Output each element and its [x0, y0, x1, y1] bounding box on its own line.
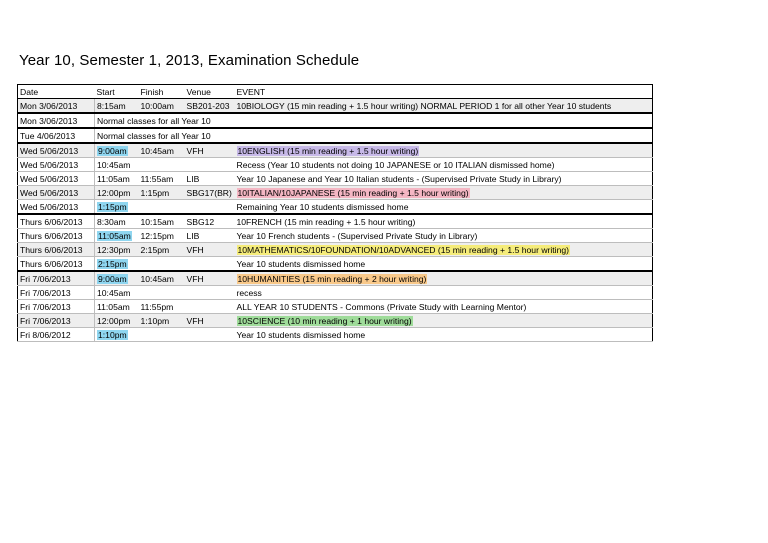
page-title: Year 10, Semester 1, 2013, Examination Schedule [19, 52, 360, 69]
cell-start-text: 12:00pm [97, 187, 131, 198]
cell-date [18, 243, 95, 257]
cell-start-text: 9:00am [98, 273, 127, 284]
cell-event [95, 128, 653, 143]
cell-finish-text: 1:15pm [140, 187, 170, 198]
cell-date [18, 113, 95, 128]
cell-finish-text: 2:15pm [140, 244, 170, 255]
cell-start [95, 229, 139, 243]
cell-venue [185, 257, 235, 272]
cell-date [18, 271, 95, 286]
cell-start [95, 186, 139, 200]
cell-start-text: 1:15pm [98, 201, 127, 212]
cell-finish [139, 186, 185, 200]
cell-date-text: Mon 3/06/2013 [20, 115, 78, 126]
cell-date [18, 200, 95, 215]
cell-event-text: 10SCIENCE (10 min reading + 1 hour writing) [237, 315, 412, 326]
cell-event [235, 314, 653, 328]
cell-date [18, 300, 95, 314]
cell-finish [139, 143, 185, 158]
cell-event [235, 158, 653, 172]
cell-date [18, 328, 95, 342]
cell-start-text: 8:30am [97, 216, 126, 227]
cell-event [235, 214, 653, 229]
cell-event-text: Normal classes for all Year 10 [97, 115, 211, 126]
cell-start-text: 8:15am [97, 100, 126, 111]
cell-finish [139, 300, 185, 314]
cell-event [235, 229, 653, 243]
header-event: EVENT [235, 85, 653, 99]
cell-venue [185, 286, 235, 300]
cell-finish-text: 11:55pm [140, 301, 174, 312]
cell-event [235, 300, 653, 314]
cell-event-text: Recess (Year 10 students not doing 10 JAPANESE or 10 ITALIAN dismissed home) [236, 159, 555, 170]
cell-venue [185, 200, 235, 215]
cell-venue [185, 99, 235, 114]
header-date: Date [18, 85, 95, 99]
table-row [18, 328, 653, 342]
cell-finish [139, 286, 185, 300]
cell-event-text: 10BIOLOGY (15 min reading + 1.5 hour writing) NORMAL PERIOD 1 for all other Year 10 students [236, 100, 612, 111]
cell-event [235, 271, 653, 286]
cell-start-text: 12:00pm [97, 315, 131, 326]
cell-venue-text: LIB [186, 230, 200, 241]
cell-venue [185, 271, 235, 286]
cell-venue-text: VFH [186, 315, 204, 326]
table-row [18, 99, 653, 114]
cell-finish-text: 10:00am [140, 100, 174, 111]
cell-date [18, 229, 95, 243]
table-row [18, 243, 653, 257]
cell-date-text: Thurs 6/06/2013 [20, 230, 83, 241]
cell-event [235, 143, 653, 158]
cell-event [235, 328, 653, 342]
table-row [18, 172, 653, 186]
cell-finish-text: 10:45am [140, 145, 174, 156]
cell-finish [139, 158, 185, 172]
table-row [18, 286, 653, 300]
cell-start-text: 9:00am [98, 145, 127, 156]
cell-date [18, 314, 95, 328]
cell-event-text: Normal classes for all Year 10 [97, 130, 211, 141]
cell-finish [139, 328, 185, 342]
cell-date-text: Wed 5/06/2013 [20, 159, 79, 170]
cell-date [18, 172, 95, 186]
cell-event [235, 99, 653, 114]
cell-event-text: Year 10 students dismissed home [236, 329, 366, 340]
cell-date-text: Wed 5/06/2013 [20, 145, 79, 156]
table-body [18, 99, 653, 342]
cell-start [95, 300, 139, 314]
cell-event [235, 243, 653, 257]
table-row [18, 113, 653, 128]
cell-date-text: Fri 7/06/2013 [20, 287, 71, 298]
exam-schedule-table [17, 84, 653, 342]
cell-event-text: Remaining Year 10 students dismissed home [236, 201, 409, 212]
cell-start-text: 10:45am [97, 159, 131, 170]
cell-event [235, 257, 653, 272]
cell-venue-text: SBG12 [186, 216, 215, 227]
cell-venue-text: VFH [186, 244, 204, 255]
cell-venue [185, 158, 235, 172]
table-row [18, 229, 653, 243]
cell-finish [139, 229, 185, 243]
cell-date [18, 186, 95, 200]
table-row [18, 214, 653, 229]
table-row [18, 271, 653, 286]
cell-start [95, 271, 139, 286]
table-header-row [18, 85, 653, 99]
cell-date-text: Fri 7/06/2013 [20, 315, 71, 326]
cell-start [95, 99, 139, 114]
cell-event-text: 10FRENCH (15 min reading + 1.5 hour writing) [236, 216, 416, 227]
cell-venue-text: SBG17(BR) [186, 187, 232, 198]
cell-finish [139, 271, 185, 286]
cell-finish [139, 243, 185, 257]
cell-venue-text: SB201-203 [186, 100, 230, 111]
table-row [18, 128, 653, 143]
cell-venue [185, 186, 235, 200]
cell-date-text: Fri 8/06/2012 [20, 329, 71, 340]
cell-date [18, 286, 95, 300]
cell-date [18, 158, 95, 172]
header-venue: Venue [185, 85, 235, 99]
cell-date [18, 99, 95, 114]
cell-event-text: Year 10 French students - (Supervised Private Study in Library) [236, 230, 478, 241]
cell-date-text: Wed 5/06/2013 [20, 173, 79, 184]
cell-venue-text: LIB [186, 173, 200, 184]
cell-event-text: Year 10 students dismissed home [236, 258, 366, 269]
cell-finish [139, 172, 185, 186]
cell-start [95, 243, 139, 257]
table-row [18, 314, 653, 328]
cell-date [18, 128, 95, 143]
cell-event [235, 186, 653, 200]
table-row [18, 200, 653, 215]
cell-venue [185, 229, 235, 243]
cell-finish-text: 10:45am [140, 273, 174, 284]
cell-venue-text: VFH [186, 273, 204, 284]
cell-start [95, 286, 139, 300]
cell-finish [139, 99, 185, 114]
cell-start-text: 11:05am [97, 173, 130, 184]
cell-event-text: 10ITALIAN/10JAPANESE (15 min reading + 1.5 hour writing) [237, 187, 469, 198]
cell-finish-text: 10:15am [140, 216, 174, 227]
cell-finish-text: 12:15pm [140, 230, 174, 241]
cell-start [95, 257, 139, 272]
cell-event-text: ALL YEAR 10 STUDENTS - Commons (Private Study with Learning Mentor) [236, 301, 527, 312]
cell-venue-text: VFH [186, 145, 204, 156]
cell-venue [185, 300, 235, 314]
cell-event-text: Year 10 Japanese and Year 10 Italian students - (Supervised Private Study in Library) [236, 173, 562, 184]
cell-date [18, 214, 95, 229]
cell-event-text: 10MATHEMATICS/10FOUNDATION/10ADVANCED (15 min reading + 1.5 hour writing) [237, 244, 570, 255]
cell-start [95, 328, 139, 342]
cell-start-text: 12:30pm [97, 244, 131, 255]
cell-start [95, 143, 139, 158]
header-start: Start [95, 85, 139, 99]
cell-start-text: 11:05am [97, 301, 130, 312]
cell-date-text: Fri 7/06/2013 [20, 301, 71, 312]
table-row [18, 300, 653, 314]
cell-start-text: 10:45am [97, 287, 131, 298]
cell-venue [185, 314, 235, 328]
cell-finish [139, 314, 185, 328]
cell-date-text: Mon 3/06/2013 [20, 100, 78, 111]
table-row [18, 143, 653, 158]
cell-start [95, 314, 139, 328]
cell-start [95, 214, 139, 229]
header-finish: Finish [139, 85, 185, 99]
cell-finish-text: 11:55am [140, 173, 174, 184]
cell-event [235, 172, 653, 186]
cell-start [95, 158, 139, 172]
table-row [18, 158, 653, 172]
cell-finish-text: 1:10pm [140, 315, 170, 326]
table-row [18, 186, 653, 200]
cell-event [235, 286, 653, 300]
cell-event-text: 10ENGLISH (15 min reading + 1.5 hour writing) [237, 145, 419, 156]
cell-venue [185, 243, 235, 257]
cell-finish [139, 257, 185, 272]
cell-start [95, 200, 139, 215]
cell-date [18, 143, 95, 158]
cell-start-text: 1:10pm [98, 329, 127, 340]
cell-date-text: Thurs 6/06/2013 [20, 244, 83, 255]
cell-finish [139, 200, 185, 215]
cell-venue [185, 172, 235, 186]
cell-venue [185, 214, 235, 229]
cell-date-text: Tue 4/06/2013 [20, 130, 76, 141]
cell-date-text: Thurs 6/06/2013 [20, 216, 83, 227]
cell-date-text: Fri 7/06/2013 [20, 273, 71, 284]
cell-venue [185, 143, 235, 158]
cell-event [95, 113, 653, 128]
cell-date [18, 257, 95, 272]
cell-date-text: Wed 5/06/2013 [20, 187, 79, 198]
cell-event-text: 10HUMANITIES (15 min reading + 2 hour writing) [237, 273, 427, 284]
cell-date-text: Thurs 6/06/2013 [20, 258, 83, 269]
cell-event [235, 200, 653, 215]
table-row [18, 257, 653, 272]
cell-start-text: 2:15pm [98, 258, 127, 269]
cell-date-text: Wed 5/06/2013 [20, 201, 79, 212]
cell-finish [139, 214, 185, 229]
cell-start-text: 11:05am [98, 230, 131, 241]
cell-start [95, 172, 139, 186]
cell-venue [185, 328, 235, 342]
cell-event-text: recess [236, 287, 262, 298]
